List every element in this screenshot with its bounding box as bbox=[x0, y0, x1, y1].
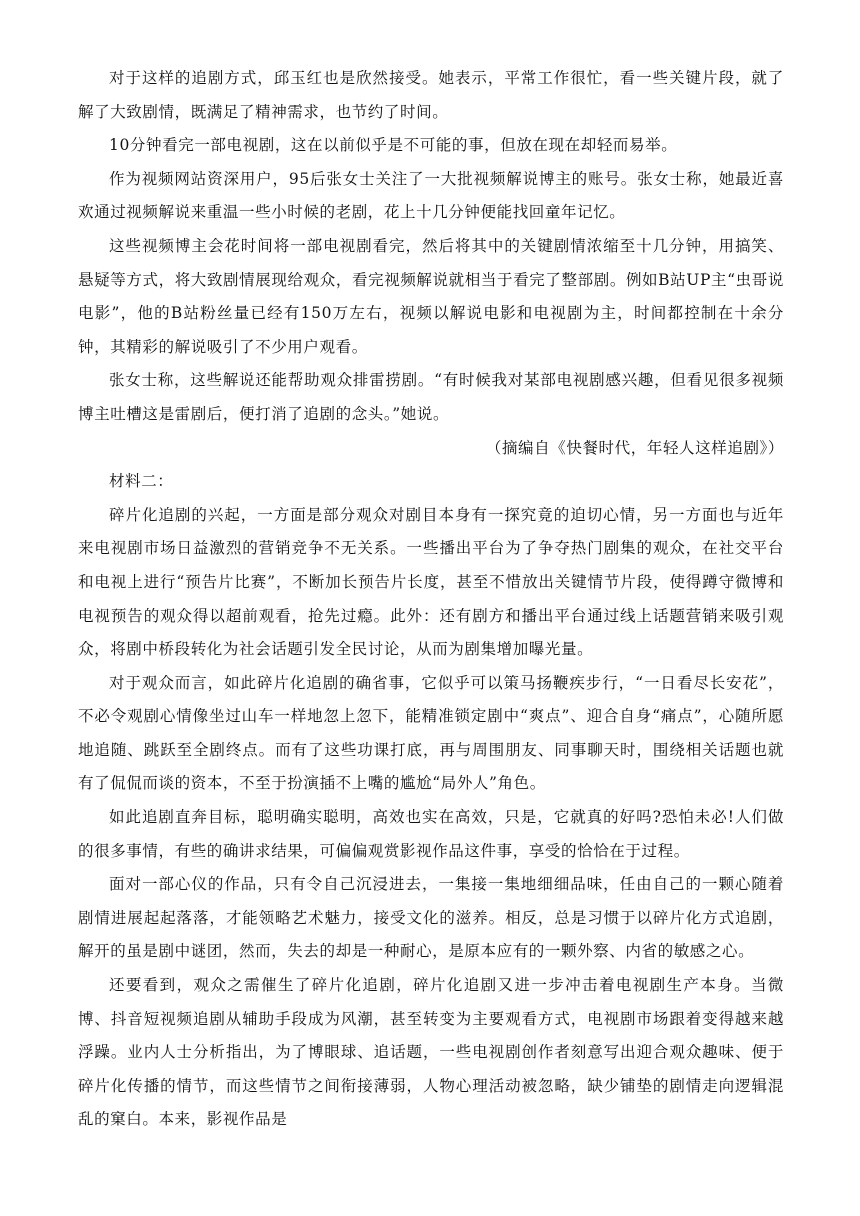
paragraph: 碎片化追剧的兴起，一方面是部分观众对剧目本身有一探究竟的迫切心情，另一方面也与近年来电视剧市场日益激烈的营销竞争不无关系。一些播出平台为了争夺热门剧集的观众，在社交平台和电视上进行“预告片比赛”，不断加长预告片长度，甚至不惜放出关键情节片段，使得蹲守微博和电视预告的观众得以超前观看，抢先过瘾。此外：还有剧方和播出平台通过线上话题营销来吸引观众，将剧中桥段转化为社会话题引发全民讨论，从而为剧集增加曝光量。 bbox=[78, 505, 784, 659]
paragraph: 面对一部心仪的作品，只有令自己沉浸进去，一集接一集地细细品味，任由自己的一颗心随着剧情进展起起落落，才能领略艺术魅力，接受文化的滋养。相反，总是习惯于以碎片化方式追剧，解开的虽是剧中谜团，然而，失去的却是一种耐心，是原本应有的一颗外察、内省的敏感之心。 bbox=[78, 875, 784, 961]
source-citation: （摘编自《快餐时代，年轻人这样追剧》） bbox=[485, 438, 784, 457]
paragraph: 作为视频网站资深用户，95后张女士关注了一大批视频解说博主的账号。张女士称，她最近喜欢通过视频解说来重温一些小时候的老剧，花上十几分钟便能找回童年记忆。 bbox=[78, 169, 784, 222]
document-page bbox=[78, 62, 784, 1137]
section-heading: 材料二： bbox=[109, 472, 174, 491]
paragraph: 10分钟看完一部电视剧，这在以前似乎是不可能的事，但放在现在却轻而易举。 bbox=[109, 136, 678, 155]
paragraph: 如此追剧直奔目标，聪明确实聪明，高效也实在高效，只是，它就真的好吗?恐怕未必!人们做的很多事情，有些的确讲求结果，可偏偏观赏影视作品这件事，享受的恰恰在于过程。 bbox=[78, 808, 784, 860]
paragraph: 这些视频博主会花时间将一部电视剧看完，然后将其中的关键剧情浓缩至十几分钟，用搞笑、悬疑等方式，将大致剧情展现给观众，看完视频解说就相当于看完了整部剧。例如B站UP主“虫哥说电影”，他的B站粉丝量已经有150万左右，视频以解说电影和电视剧为主，时间都控制在十余分钟，其精彩的解说吸引了不少用户观看。 bbox=[78, 236, 784, 356]
paragraph: 对于这样的追剧方式，邱玉红也是欣然接受。她表示，平常工作很忙，看一些关键片段，就了解了大致剧情，既满足了精神需求，也节约了时间。 bbox=[78, 69, 784, 121]
paragraph: 张女士称，这些解说还能帮助观众排雷捞剧。“有时候我对某部电视剧感兴趣，但看见很多视频博主吐槽这是雷剧后，便打消了追剧的念头。”她说。 bbox=[78, 371, 784, 423]
paragraph: 对于观众而言，如此碎片化追剧的确省事，它似乎可以策马扬鞭疾步行，“一日看尽长安花”，不必令观剧心情像坐过山车一样地忽上忽下，能精准锁定剧中“爽点”、迎合自身“痛点”，心随所愿地追随、跳跃至全剧终点。而有了这些功课打底，再与周围朋友、同事聊天时，围绕相关话题也就有了侃侃而谈的资本，不至于扮演插不上嘴的尴尬“局外人”角色。 bbox=[78, 673, 784, 793]
paragraph: 还要看到，观众之需催生了碎片化追剧，碎片化追剧又进一步冲击着电视剧生产本身。当微博、抖音短视频追剧从辅助手段成为风潮，甚至转变为主要观看方式，电视剧市场跟着变得越来越浮躁。业内人士分析指出，为了博眼球、追话题，一些电视剧创作者刻意写出迎合观众趣味、便于碎片化传播的情节，而这些情节之间衔接薄弱，人物心理活动被忽略，缺少铺垫的剧情走向逻辑混乱的窠白。本来，影视作品是 bbox=[78, 976, 784, 1129]
